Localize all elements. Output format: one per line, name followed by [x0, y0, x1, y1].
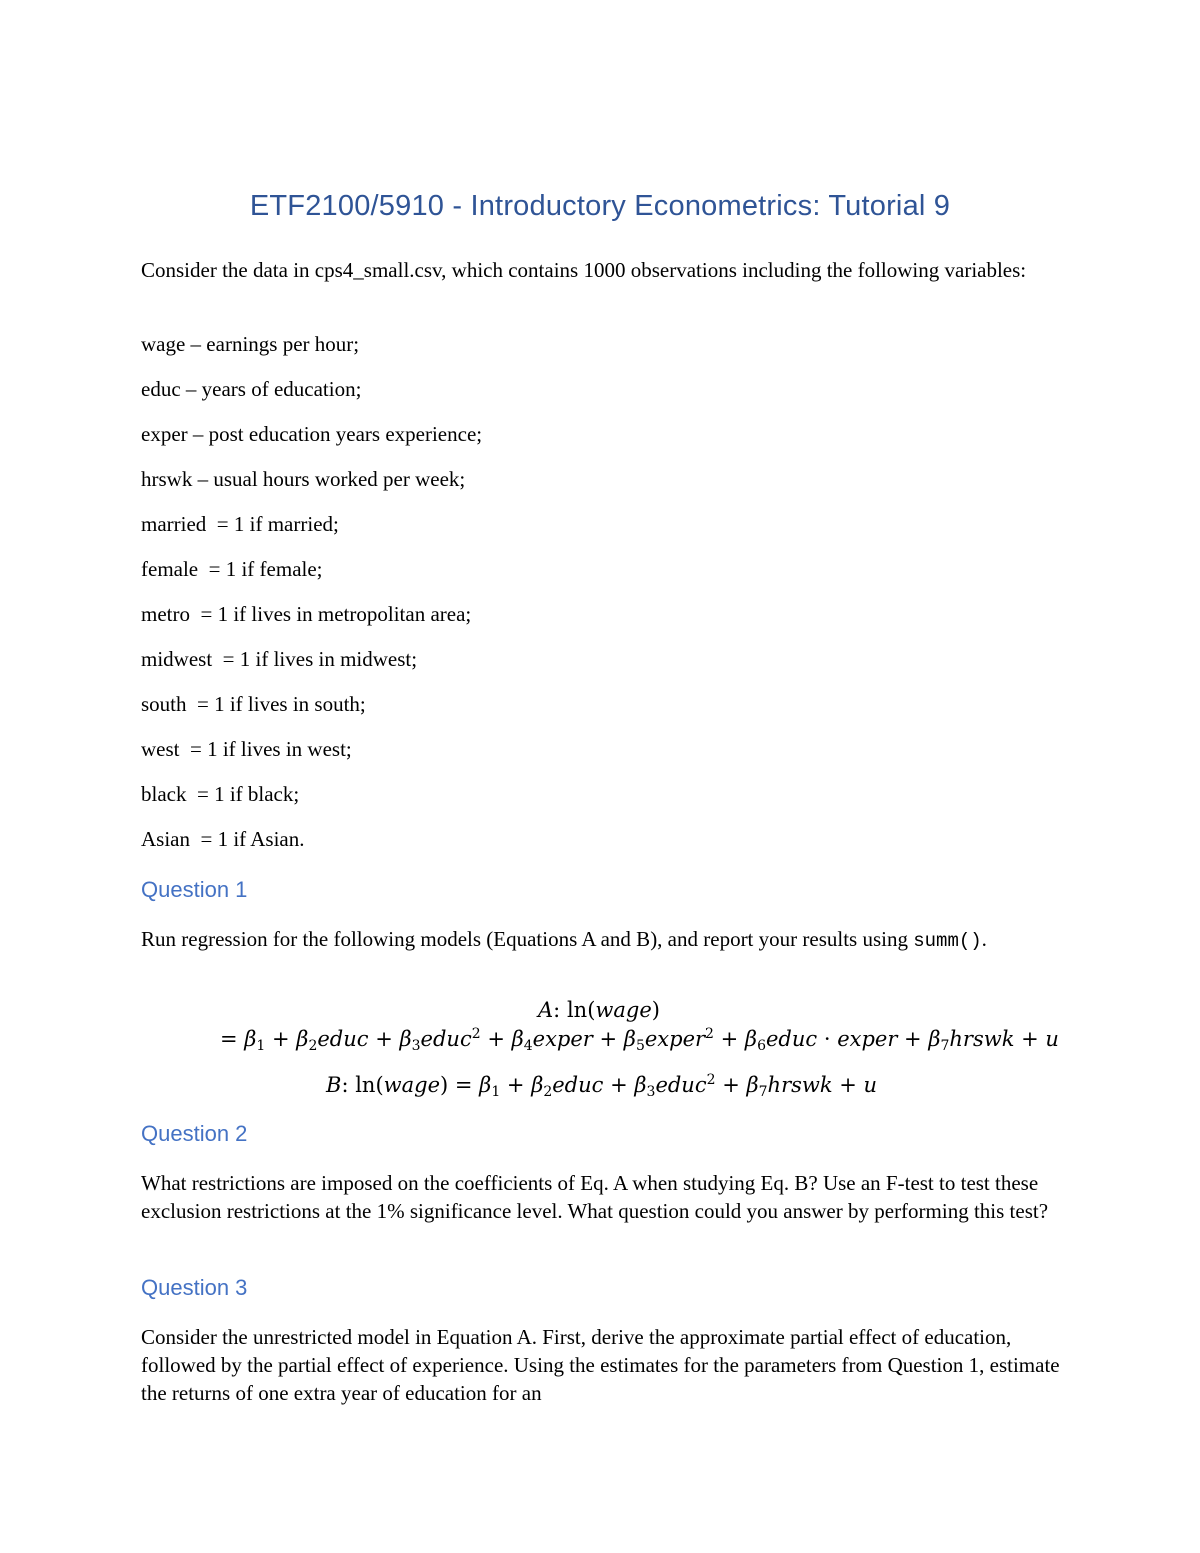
educ-var: educ — [420, 1027, 472, 1051]
exper-var: exper — [532, 1027, 593, 1051]
educ-var: educ — [317, 1027, 369, 1051]
error-term: u — [863, 1073, 878, 1097]
intro-paragraph: Consider the data in cps4_small.csv, which contains 1000 observations including the following variables: — [141, 258, 1027, 282]
list-item: midwest = 1 if lives in midwest; — [141, 647, 418, 671]
educ-var: educ — [655, 1073, 707, 1097]
list-item: west = 1 if lives in west; — [141, 737, 352, 761]
summ-code: summ() — [913, 930, 982, 952]
list-item: married = 1 if married; — [141, 512, 339, 536]
question-3-heading: Question 3 — [141, 1275, 248, 1300]
document-title: ETF2100/5910 - Introductory Econometrics: Tutorial 9 — [249, 190, 951, 222]
equation-a-rhs: = $\beta_1$ + $\beta_2educ$ + $\beta_3educ^2$ + $\beta_4exper$ + $\beta_5exper^2$ + $\beta_6educ$ · exper + $\beta_7hrswk + u$ — [220, 1026, 1059, 1054]
list-item: black = 1 if black; — [141, 782, 300, 806]
question-1-text-after: . — [981, 927, 987, 951]
question-1-text-before: Run regression for the following models (Equations A and B), and report your results using — [141, 927, 914, 951]
equation-b-label: B — [326, 1073, 342, 1097]
ln-symbol: ln — [566, 998, 588, 1022]
hrswk-var: hrswk — [949, 1027, 1015, 1051]
exper-var: exper — [837, 1027, 898, 1051]
ln-symbol: ln — [355, 1073, 376, 1097]
list-item: Asian = 1 if Asian. — [141, 827, 305, 851]
list-item: exper – post education years experience; — [141, 422, 483, 446]
list-item: south = 1 if lives in south; — [141, 692, 366, 716]
wage-var: wage — [383, 1073, 441, 1097]
question-2-text: What restrictions are imposed on the coefficients of Eq. A when studying Eq. B? Use an F-test to test these exclusion restrictions at the 1% significance level. What question could you answer by performing this test? — [141, 1171, 1049, 1223]
question-2-heading: Question 2 — [141, 1121, 248, 1146]
question-1-heading: Question 1 — [141, 877, 248, 902]
list-item: hrswk – usual hours worked per week; — [141, 467, 466, 491]
hrswk-var: hrswk — [767, 1073, 833, 1097]
list-item: metro = 1 if lives in metropolitan area; — [141, 602, 472, 626]
question-3-text: Consider the unrestricted model in Equation A. First, derive the approximate partial effect of education, followed by the partial effect of experience. Using the estimates for the parameters from Question 1, estimate the returns of one extra year of education for an — [141, 1325, 1060, 1405]
list-item: educ – years of education; — [141, 377, 362, 401]
error-term: u — [1045, 1027, 1059, 1051]
list-item: wage – earnings per hour; — [141, 332, 360, 356]
educ-var: educ — [765, 1027, 818, 1051]
list-item: female = 1 if female; — [141, 557, 323, 581]
equation-b: B: ln(wage) = $\beta_1$ + $\beta_2educ$ + $\beta_3educ^2$ + $\beta_7hrswk + u$ — [326, 1072, 878, 1100]
wage-var: wage — [595, 998, 652, 1022]
educ-var: educ — [552, 1073, 604, 1097]
question-1-text — [141, 925, 1061, 955]
equation-a-label: A — [538, 998, 554, 1022]
exper-var: exper — [644, 1027, 706, 1051]
equation-a-lhs: A: ln(wage) — [538, 998, 660, 1022]
